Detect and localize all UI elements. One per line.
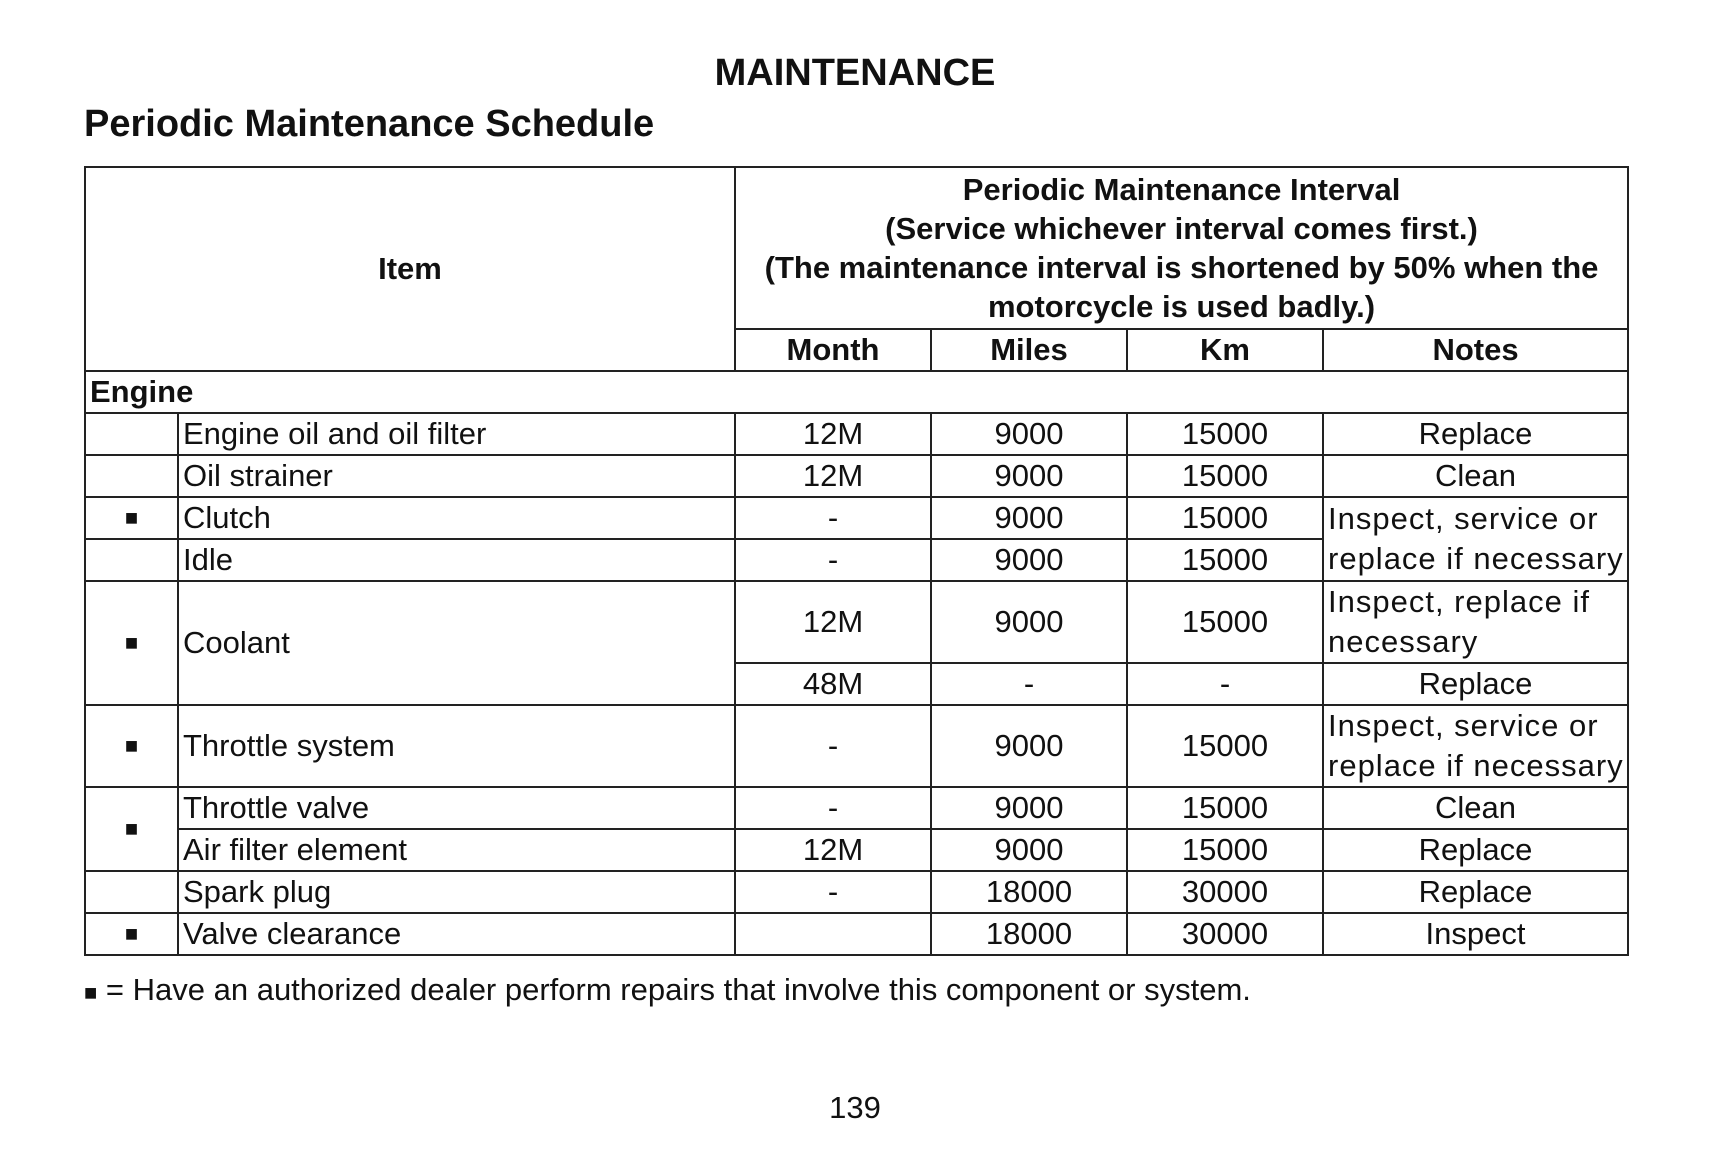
notes-cell: Replace [1323,871,1628,913]
miles-cell: 9000 [931,539,1127,581]
interval-header-line: (Service whichever interval comes first.) [885,211,1478,246]
km-cell: 15000 [1127,705,1323,787]
notes-cell: Replace [1323,829,1628,871]
interval-header-line: motorcycle is used badly.) [987,289,1376,324]
notes-cell: Replace [1323,413,1628,455]
dealer-mark: ■ [85,705,178,787]
month-cell: - [735,539,931,581]
table-row [85,497,1628,539]
page-number: 139 [829,1090,881,1125]
km-column-header: Km [1127,329,1323,371]
month-cell: 12M [735,829,931,871]
footnote-mark: ■ [84,980,98,1005]
interval-header [735,167,1628,329]
footnote [84,972,1251,1008]
km-cell: - [1127,663,1323,705]
month-cell: - [735,787,931,829]
item-column-header: Item [85,167,735,371]
dealer-mark: ■ [85,787,178,871]
dealer-mark: ■ [85,497,178,539]
item-cell: Spark plug [178,871,735,913]
miles-cell: 9000 [931,705,1127,787]
month-cell: 12M [735,413,931,455]
month-cell: - [735,497,931,539]
km-cell: 15000 [1127,497,1323,539]
item-cell: Throttle valve [178,787,735,829]
miles-cell: 9000 [931,497,1127,539]
month-cell: 12M [735,581,931,663]
mark-cell-empty [85,413,178,455]
miles-cell: 9000 [931,581,1127,663]
table-row [85,787,1628,829]
notes-cell: Replace [1323,663,1628,705]
miles-cell: 18000 [931,871,1127,913]
notes-cell: Clean [1323,455,1628,497]
table-row [85,913,1628,955]
miles-cell: 9000 [931,829,1127,871]
km-cell: 15000 [1127,455,1323,497]
maintenance-schedule-table [84,166,1629,956]
item-cell: Oil strainer [178,455,735,497]
notes-cell: Inspect, service or replace if necessary [1323,705,1628,787]
table-row [85,871,1628,913]
miles-cell: 18000 [931,913,1127,955]
item-cell: Valve clearance [178,913,735,955]
table-row [85,829,1628,871]
miles-cell: 9000 [931,787,1127,829]
item-cell: Idle [178,539,735,581]
month-cell: - [735,871,931,913]
item-cell: Air filter element [178,829,735,871]
miles-cell: 9000 [931,455,1127,497]
km-cell: 30000 [1127,871,1323,913]
km-cell: 15000 [1127,581,1323,663]
miles-cell: - [931,663,1127,705]
item-cell: Clutch [178,497,735,539]
table-row [85,705,1628,787]
footnote-text: = Have an authorized dealer perform repairs that involve this component or system. [97,972,1251,1007]
item-cell: Throttle system [178,705,735,787]
table-row [85,413,1628,455]
item-cell: Coolant [178,581,735,705]
interval-header-line: Periodic Maintenance Interval [962,172,1401,207]
notes-cell: Clean [1323,787,1628,829]
dealer-mark: ■ [85,913,178,955]
month-cell [735,913,931,955]
month-cell: 12M [735,455,931,497]
notes-cell: Inspect, replace if necessary [1323,581,1628,663]
notes-cell: Inspect [1323,913,1628,955]
table-row [85,581,1628,663]
page-heading: Periodic Maintenance Schedule [84,103,655,145]
dealer-mark: ■ [85,581,178,705]
miles-cell: 9000 [931,413,1127,455]
km-cell: 15000 [1127,539,1323,581]
section-title: MAINTENANCE [714,52,996,94]
mark-cell-empty [85,539,178,581]
interval-header-line: (The maintenance interval is shortened by 50% when the [764,250,1599,285]
month-cell: 48M [735,663,931,705]
miles-column-header: Miles [931,329,1127,371]
month-cell: - [735,705,931,787]
km-cell: 15000 [1127,413,1323,455]
km-cell: 30000 [1127,913,1323,955]
notes-cell: Inspect, service or replace if necessary [1323,497,1628,581]
notes-column-header: Notes [1323,329,1628,371]
km-cell: 15000 [1127,829,1323,871]
group-engine: Engine [85,371,1628,413]
mark-cell-empty [85,455,178,497]
mark-cell-empty [85,871,178,913]
month-column-header: Month [735,329,931,371]
item-cell: Engine oil and oil filter [178,413,735,455]
km-cell: 15000 [1127,787,1323,829]
table-row [85,455,1628,497]
